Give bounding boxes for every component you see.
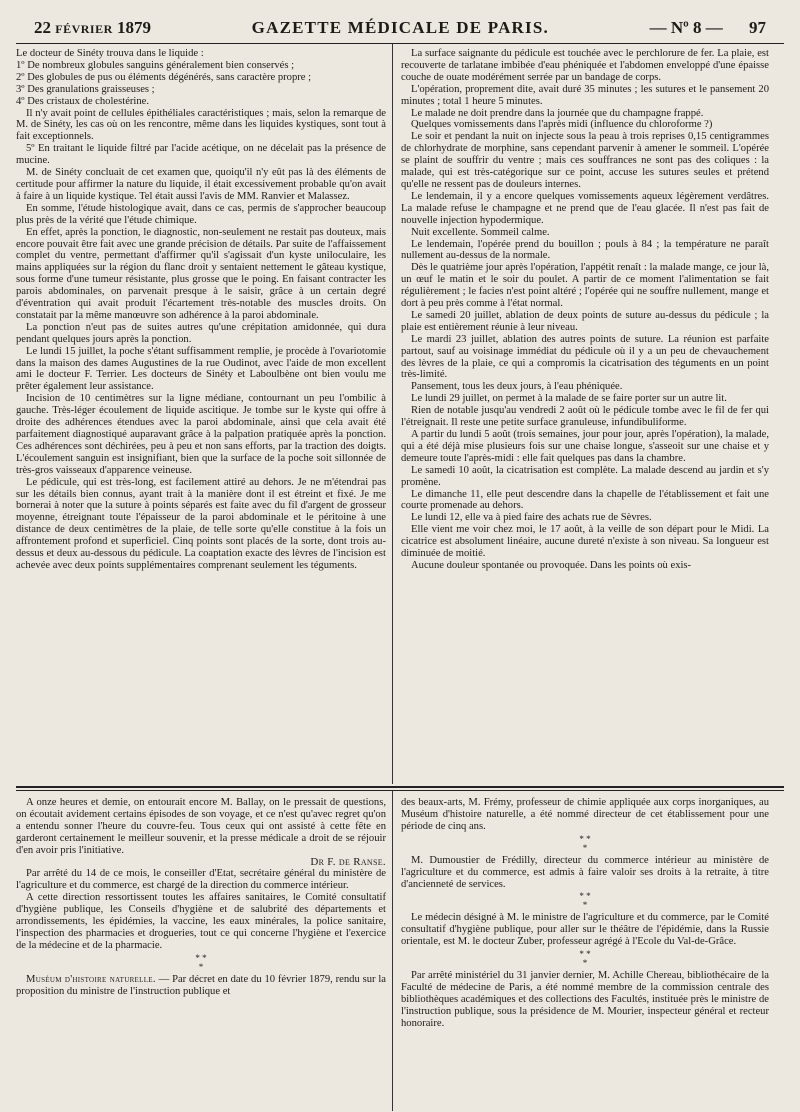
paragraph: Le lendemain, l'opérée prend du bouillon ; pouls à 84 ; la température ne paraît nullement au-dessus de la normale. bbox=[401, 238, 769, 262]
upper-right-column bbox=[393, 44, 769, 784]
paragraph: Pansement, tous les deux jours, à l'eau phéniquée. bbox=[411, 381, 623, 393]
paragraph: En somme, l'étude histologique avait, dans ce cas, permis de s'approcher beaucoup plus près de la vérité que l'étude chimique. bbox=[16, 202, 386, 226]
paragraph: Le lundi 15 juillet, la poche s'étant suffisamment remplie, je procède à l'ovariotomie dans la maison des dames Augustines de la rue Oudinot, avec l'aide de mon excellent ami le docteur F. Terrier. Les docteurs de Sinéty et Laboulbène ont bien voulu me prêter également leur assistance. bbox=[16, 345, 386, 393]
paragraph: Le mardi 23 juillet, ablation des autres points de suture. La réunion est parfaite partout, sauf au voisinage immédiat du pédicule où il y a un peu de chevauchement des lèvres de la plaie, ce qui a compromis la cicatrisation des téguments en un point très-limité. bbox=[401, 333, 769, 381]
paragraph: Le lundi 12, elle va à pied faire des achats rue de Sèvres. bbox=[411, 512, 652, 524]
page-number: 97 bbox=[748, 18, 766, 37]
paragraph: Elle vient me voir chez moi, le 17 août, à la veille de son départ pour le Midi. La cicatrice est absolument linéaire, aucune dureté n'existe à son niveau. Sa longueur est diminuée de moitié. bbox=[401, 524, 769, 560]
paragraph: La ponction n'eut pas de suites autres qu'une crépitation amidonnée, qui dura pendant quelques jours après la ponction. bbox=[16, 321, 386, 345]
paragraph: M. Dumoustier de Frédilly, directeur du commerce intérieur au ministère de l'agriculture et du commerce, est admis à faire valoir ses droits à la retraite, à titre d'ancienneté de services. bbox=[401, 854, 769, 890]
issue-date: 22 FÉVRIER 1879 bbox=[34, 18, 152, 37]
paragraph: A onze heures et demie, on entourait encore M. Ballay, on le pressait de questions, on écoutait avidement certains épisodes de son voyage, et ce n'est qu'avec regret qu'on a entendu sonner l'heure du couvre-feu. Tous ceux qui ont assisté à cette fête en garderont certainement le meilleur souvenir, et la presse médicale a droit de se réjouir d'en avoir pris l'initiative. bbox=[16, 797, 386, 856]
paragraph: Le lundi 29 juillet, on permet à la malade de se faire porter sur un autre lit. bbox=[411, 393, 727, 405]
paragraph: Le médecin désigné à M. le ministre de l'agriculture et du commerce, par le Comité consultatif d'hygiène publique, pour aller sur le théâtre de l'épidémie, dans la Russie orientale, est M. le docteur Zuber, professeur agrégé à l'Ecole du Val-de-Grâce. bbox=[401, 912, 769, 948]
upper-columns bbox=[16, 44, 784, 784]
lower-left-column bbox=[16, 791, 392, 1111]
separator-stars: * * * bbox=[579, 949, 591, 969]
paragraph: 3º Des granulations graisseuses ; bbox=[16, 83, 155, 95]
lower-right-column bbox=[393, 791, 769, 1111]
journal-title: GAZETTE MÉDICALE DE PARIS. bbox=[251, 18, 549, 37]
paragraph: Le docteur de Sinéty trouva dans le liquide : bbox=[16, 48, 204, 59]
separator-stars: * * * bbox=[579, 833, 591, 853]
signature: Dr F. de Ranse. bbox=[310, 855, 386, 868]
paragraph: Par arrêté ministériel du 31 janvier dernier, M. Achille Chereau, bibliothécaire de la Faculté de médecine de Paris, a été nommé membre de la commission centrale des bibliothèques académiques et des collections des Facultés, instituée près le ministre de l'instruction publique, sous la présidence de M. Mourier, inspecteur général et recteur honoraire. bbox=[401, 970, 769, 1029]
paragraph: M. de Sinéty concluait de cet examen que, quoiqu'il n'y eût pas là des éléments de certitude pour affirmer la nature du liquide, il était excessivement probable qu'on avait à faire à un liquide kystique. Tel était aussi l'avis de MM. Ranvier et Malassez. bbox=[16, 167, 386, 202]
paragraph: Nuit excellente. Sommeil calme. bbox=[411, 226, 550, 238]
paragraph: Quelques vomissements dans l'après midi (influence du chloroforme ?) bbox=[411, 119, 713, 131]
paragraph: Le malade ne doit prendre dans la journée que du champagne frappé. bbox=[411, 107, 704, 119]
paragraph: 4º Des cristaux de cholestérine. bbox=[16, 95, 150, 107]
paragraph: Il n'y avait point de cellules épithéliales caractéristiques ; mais, selon la remarque de M. de Sinéty, les cas où on les rencontre, même dans les liquides kystiques, sont tout à fait exceptionnels. bbox=[16, 107, 386, 143]
paragraph: Incision de 10 centimètres sur la ligne médiane, contournant un peu l'ombilic à gauche. Très-léger écoulement de liquide ascitique. Je tombe sur le kyste qui offre à droite des adhérences étendues avec la paroi abdominale, ainsi que cela avait été parfaitement diagnostiqué auparavant grâce à la palpation pratiquée après la ponction. Ces adhérences sont déchirées, peu à peu et non sans efforts, par la traction des doigts. L'écoulement sanguin est insignifiant, bien que la surface de la poche soit sillonnée de très-gros vaisseaux d'apparence veineuse. bbox=[16, 393, 386, 476]
paragraph: des beaux-arts, M. Frémy, professeur de chimie appliquée aux corps inorganiques, au Muséum d'histoire naturelle, a été nommé directeur de cet établissement pour une période de cinq ans. bbox=[401, 797, 769, 832]
section-label: Muséum d'histoire naturelle. bbox=[26, 973, 156, 985]
section-divider bbox=[16, 786, 784, 788]
paragraph: 2º Des globules de pus ou éléments dégénérés, sans caractère propre ; bbox=[16, 71, 312, 83]
paragraph: L'opération, proprement dite, avait duré 35 minutes ; les sutures et le pansement 20 minutes ; total 1 heure 5 minutes. bbox=[401, 83, 769, 107]
issue-number: — Nº 8 — 97 bbox=[649, 18, 766, 37]
paragraph: La surface saignante du pédicule est touchée avec le perchlorure de fer. La plaie, est recouverte de tarlatane imbibée d'eau phéniquée et l'abdomen enveloppé d'une épaisse couche de ouate modérément serrée par un bandage de corps. bbox=[401, 48, 769, 83]
paragraph: Dès le quatrième jour après l'opération, l'appétit renaît : la malade mange, ce jour là, un œuf le matin et le soir du poulet. A partir de ce moment l'alimentation se fait régulièrement ; le facies n'est point altéré ; l'opérée qui ne souffre nullement, mange et dort à peu près comme à l'état normal. bbox=[401, 262, 769, 310]
paragraph: Rien de notable jusqu'au vendredi 2 août où le pédicule tombe avec le fil de fer qui l'étreignait. Il reste une petite surface granuleuse, infundibuliforme. bbox=[401, 405, 769, 429]
paragraph: Par arrêté du 14 de ce mois, le conseiller d'Etat, secrétaire général du ministère de l'agriculture et du commerce, est chargé de la direction du commerce intérieur. bbox=[16, 868, 386, 892]
paragraph: Le pédicule, qui est très-long, est facilement attiré au dehors. Je ne m'étendrai pas sur les détails bien connus, ayant trait à la manière dont il est étreint et fixé. Je me bornerai à noter que la suture à points séparés est faite avec du fil d'argent de grosseur moyenne, étreignant toute l'épaisseur de la paroi abdominale et le péritoine à une distance de deux centimètres de la plaie, de telle sorte qu'elle constitue à la fois un affrontement profond et superficiel. Cinq points sont placés de la sorte, dont trois au-dessus et deux au-dessous du pédicule. La coaptation exacte des lèvres de l'incision est achevée avec deux points supplémentaires comprenant seulement les téguments. bbox=[16, 476, 386, 571]
separator-stars: * * * bbox=[579, 891, 591, 911]
paragraph: En effet, après la ponction, le diagnostic, non-seulement ne restait pas douteux, mais encore pouvait être fait avec une grande précision de détails. Par suite de l'affaissement complet du ventre, permettant d'affirmer qu'il s'agissait d'un kyste uniloculaire, les mains appliquées sur la région du flanc droit y sentaient nettement le gâteau kystique, sous forme d'une tumeur résistante, plus grosse que le poing. En faisant contracter les parois abdominales, on parvenait presque à le saisir, grâce à un certain degré d'éventration qui avait produit l'écartement très-notable des muscles droits. On constatait par la même manœuvre son adhérence à la paroi abdominale. bbox=[16, 226, 386, 321]
masthead bbox=[16, 18, 784, 40]
paragraph: A partir du lundi 5 août (trois semaines, jour pour jour, après l'opération), la malade, qui a été déjà mise plusieurs fois sur une chaise longue, s'asseoit sur une chaise et y demeure toute l'après-midi : elle fait quelques pas dans la chambre. bbox=[401, 429, 769, 464]
lower-columns bbox=[16, 791, 784, 1111]
paragraph: Aucune douleur spontanée ou provoquée. Dans les points où exis- bbox=[411, 559, 692, 571]
upper-left-column bbox=[16, 44, 392, 784]
paragraph: A cette direction ressortissent toutes les affaires sanitaires, le Comité consultatif d'hygiène publique, les Conseils d'hygiène et de salubrité des départements et arrondissements, les épidémies, la vaccine, les eaux minérales, la police sanitaire, l'inspection des pharmacies et drogueries, tout ce qui concerne l'hygiène et l'exercice de la médecine et de la pharmacie. bbox=[16, 892, 386, 951]
paragraph: 1º De nombreux globules sanguins généralement bien conservés ; bbox=[16, 59, 295, 71]
paragraph: 5º En traitant le liquide filtré par l'acide acétique, on ne décelait pas la présence de mucine. bbox=[16, 143, 386, 167]
separator-stars: * * * bbox=[195, 952, 207, 972]
paragraph: Le samedi 10 août, la cicatrisation est complète. La malade descend au jardin et s'y promène. bbox=[401, 464, 769, 488]
paragraph: Le lendemain, il y a encore quelques vomissements aqueux légèrement verdâtres. La malade refuse le champagne et ne prend que de l'eau glacée. Il n'est pas fait de nouvelle injection hypodermique. bbox=[401, 190, 769, 226]
paragraph: Le dimanche 11, elle peut descendre dans la chapelle de l'établissement et fait une courte promenade au dehors. bbox=[401, 488, 769, 512]
paragraph: Muséum d'histoire naturelle. — Par décret en date du 10 février 1879, rendu sur la proposition du ministre de l'instruction publique et bbox=[16, 973, 387, 997]
paragraph: Le soir et pendant la nuit on injecte sous la peau à trois reprises 0,15 centigrammes de chlorhydrate de morphine, sans cependant parvenir à amener le sommeil. L'opérée se plaint de souffrir du ventre ; mais ces souffrances ne sont pas des coliques : la malade, qui est très-catégorique sur ce point, accuse les sutures seules et prétend qu'elle ne ressent pas de douleurs internes. bbox=[401, 131, 769, 190]
paragraph: Le samedi 20 juillet, ablation de deux points de suture au-dessus du pédicule ; la plaie est entièrement réunie à leur niveau. bbox=[401, 309, 769, 333]
